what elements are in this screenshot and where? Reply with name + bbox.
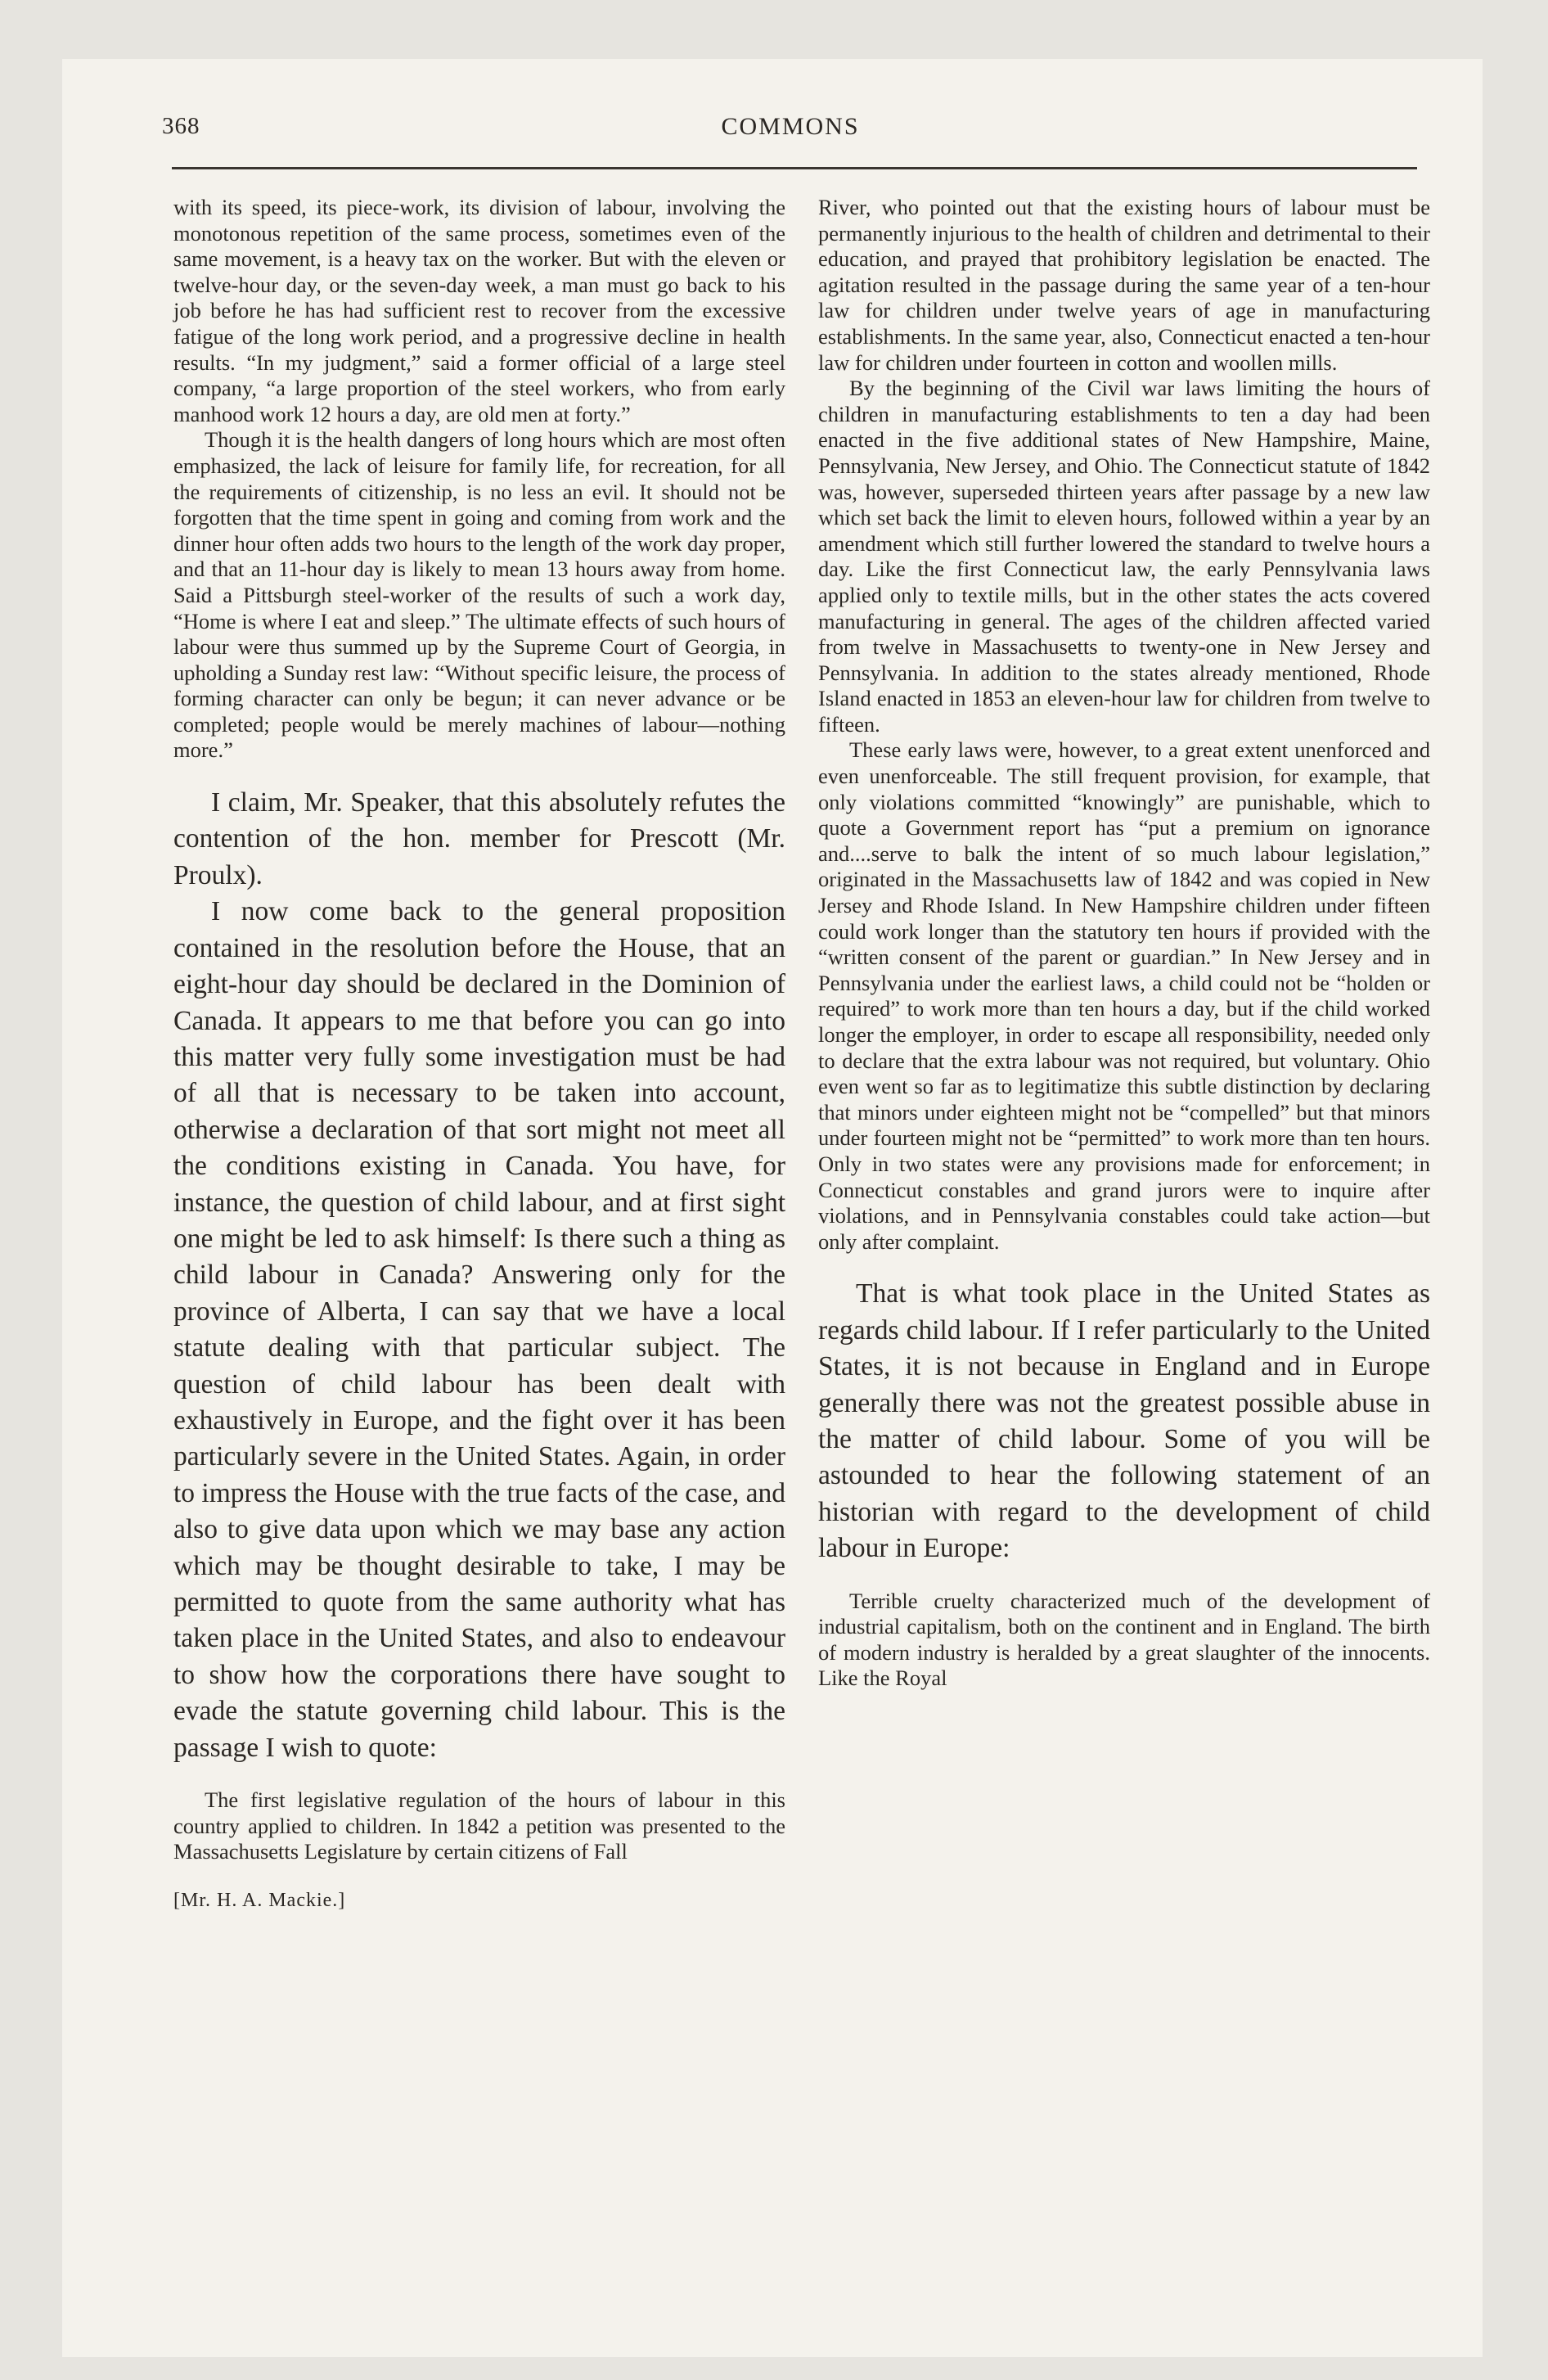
speech-paragraph: I now come back to the general proposition contained in the resolution before the House, that an eight-hour day should be declared in the Dominion of Canada. It appears to me that before you can go into this matter very fully some investigation must be had of all that is necessary to be taken into account, otherwise a declaration of that sort might not meet all the conditions existing in Canada. You have, for instance, the question of child labour, and at first sight one might be led to ask himself: Is there such a thing as child labour in Canada? Answering only for the province of Alberta, I can say that we have a local statute dealing with that particular subject. The question of child labour has been dealt with exhaustively in Europe, and the fight over it has been particularly severe in the United States. Again, in order to impress the House with the true facts of the case, and also to give data upon which we may base any action which may be thought desirable to take, I may be permitted to quote from the same authority what has taken place in the United States, and also to endeavour to show how the corporations there have sought to evade the statute governing child labour. This is the passage I wish to quote:: [173, 896, 785, 1763]
quote-paragraph: Terrible cruelty characterized much of the development of industrial capitalism, both on the continent and in England. The birth of modern industry is heralded by a great slaughter of the innocents. Like the Royal: [818, 1588, 1430, 1691]
quote-continuation-paragraph: River, who pointed out that the existing hours of labour must be permanently injurious to the health of children and detrimental to their education, and prayed that prohibitory legislation be enacted. The agitation resulted in the passage during the same year of a ten-hour law for children under twelve years of age in manufacturing establishments. In the same year, also, Connecticut enacted a ten-hour law for children under fourteen in cotton and woollen mills.: [818, 195, 1430, 375]
quote-continuation-paragraph: with its speed, its piece-work, its division of labour, involving the monotonous repetition of the same process, sometimes even of the same movement, is a heavy tax on the worker. But with the eleven or twelve-hour day, or the seven-day week, a man must go back to his job before he has had sufficient rest to recover from the excessive fatigue of the long work period, and a progressive decline in health results. “In my judgment,” said a former official of a large steel company, “a large proportion of the steel workers, who from early manhood work 12 hours a day, are old men at forty.”: [173, 195, 785, 426]
page-header: [162, 113, 1419, 152]
speech-paragraph: That is what took place in the United States as regards child labour. If I refer particularly to the United States, it is not because in England and in Europe generally there was not the greatest possible abuse in the matter of child labour. Some of you will be astounded to hear the following statement of an historian with regard to the development of child labour in Europe:: [818, 1278, 1430, 1564]
running-head: COMMONS: [721, 113, 860, 140]
header-rule: [172, 167, 1417, 169]
quote-paragraph: These early laws were, however, to a great extent unenforced and even unenforceable. The still frequent provision, for example, that only violations committed “knowingly” are punishable, which to quote a Government report has “put a premium on ignorance and....serve to balk the intent of so much labour legislation,” originated in the Massachusetts law of 1842 and was copied in New Jersey and Rhode Island. In New Hampshire children under fifteen could work longer than the statutory ten hours if provided with the “written consent of the parent or guardian.” In New Jersey and in Pennsylvania under the earliest laws, a child could not be “holden or required” to work more than ten hours a day, but if the child worked longer the employer, in order to escape all responsibility, needed only to declare that the extra labour was not required, but voluntary. Ohio even went so far as to legitimatize this subtle distinction by declaring that minors under eighteen might not be “compelled” but that minors under fourteen might not be “permitted” to work more than ten hours. Only in two states were any provisions made for enforcement; in Connecticut constables and grand jurors were to inquire after violations, and in Pennsylvania constables could take action—but only after complaint.: [818, 737, 1430, 1254]
quote-paragraph: Though it is the health dangers of long hours which are most often emphasized, the lack of leisure for family life, for recreation, for all the requirements of citizenship, is no less an evil. It should not be forgotten that the time spent in going and coming from work and the dinner hour often adds two hours to the length of the work day proper, and that an 11-hour day is likely to mean 13 hours away from home. Said a Pittsburgh steel-worker of the results of such a work day, “Home is where I eat and sleep.” The ultimate effects of such hours of labour were thus summed up by the Supreme Court of Georgia, in upholding a Sunday rest law: “Without specific leisure, the process of forming character can only be begun; it can never advance or be completed; people would be merely machines of labour—nothing more.”: [173, 427, 785, 763]
right-column: [818, 195, 1430, 1692]
left-column: [173, 195, 785, 1912]
quote-paragraph: By the beginning of the Civil war laws limiting the hours of children in manufacturing establishments to ten a day had been enacted in the five additional states of New Hampshire, Maine, Pennsylvania, New Jersey, and Ohio. The Connecticut statute of 1842 was, however, superseded thirteen years after passage by a new law which set back the limit to eleven hours, followed within a year by an amendment which still further lowered the standard to twelve hours a day. Like the first Connecticut law, the early Pennsylvania laws applied only to textile mills, but in the other states the acts covered manufacturing in general. The ages of the children affected varied from twelve in Massachusetts to twenty-one in New Jersey and Pennsylvania. In addition to the states already mentioned, Rhode Island enacted in 1853 an eleven-hour law for children from twelve to fifteen.: [818, 376, 1430, 737]
speech-paragraph: I claim, Mr. Speaker, that this absolutely refutes the contention of the hon. member for Prescott (Mr. Proulx).: [173, 787, 785, 890]
quote-paragraph: The first legislative regulation of the hours of labour in this country applied to children. In 1842 a petition was presented to the Massachusetts Legislature by certain citizens of Fall: [173, 1787, 785, 1864]
speaker-tag: [Mr. H. A. Mackie.]: [173, 1889, 346, 1911]
page-number: 368: [162, 113, 200, 139]
